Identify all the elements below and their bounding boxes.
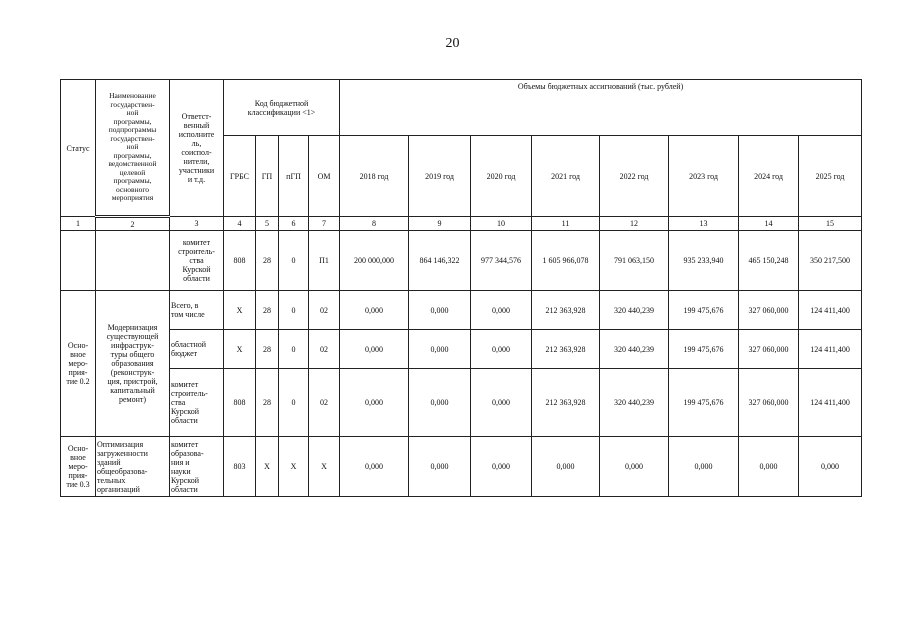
header-year: 2019 год [409,136,471,217]
code-cell: 803 [224,437,256,497]
code-cell: 02 [309,330,340,369]
header-code-om: ОМ [309,136,340,217]
code-cell: Х [224,291,256,330]
empty-cell [61,231,96,291]
header-code-group: Код бюджетной классификации <1> [224,80,340,136]
value-cell: 0,000 [532,437,600,497]
value-cell: 0,000 [340,437,409,497]
value-cell: 320 440,239 [600,291,669,330]
header-code-gp: ГП [256,136,279,217]
code-cell: 808 [224,369,256,437]
status-cell: Осно- вное меро- прия- тие 0.3 [61,437,96,497]
value-cell: 327 060,000 [739,330,799,369]
value-cell: 0,000 [409,437,471,497]
code-cell: 28 [256,291,279,330]
empty-cell [96,231,170,291]
header-year: 2025 год [799,136,862,217]
value-cell: 320 440,239 [600,330,669,369]
value-cell: 212 363,928 [532,330,600,369]
value-cell: 791 063,150 [600,231,669,291]
value-cell: 864 146,322 [409,231,471,291]
value-cell: 0,000 [799,437,862,497]
code-cell: 28 [256,330,279,369]
value-cell: 0,000 [600,437,669,497]
code-cell: 02 [309,291,340,330]
header-year: 2022 год [600,136,669,217]
value-cell: 200 000,000 [340,231,409,291]
code-cell: 0 [279,291,309,330]
measure-name-cell: Модернизация существующей инфраструк- туры общего образования (реконструк- ция, пристрой, капитальный ремонт) [96,291,170,437]
header-year: 2020 год [471,136,532,217]
column-number: 8 [340,217,409,231]
column-numbers-row [61,217,862,231]
responsible-cell: комитет строитель- ства Курской области [170,369,224,437]
value-cell: 0,000 [669,437,739,497]
value-cell: 199 475,676 [669,369,739,437]
column-number: 4 [224,217,256,231]
table-row [61,369,862,437]
value-cell: 327 060,000 [739,369,799,437]
code-cell: 0 [279,369,309,437]
code-cell: 808 [224,231,256,291]
column-number: 7 [309,217,340,231]
column-number: 14 [739,217,799,231]
column-number: 1 [61,217,96,231]
header-year: 2023 год [669,136,739,217]
code-cell: 0 [279,330,309,369]
header-year: 2024 год [739,136,799,217]
responsible-cell: Всего, в том числе [170,291,224,330]
header-name: Наименование государствен- ной программы, подпрограммы государствен- ной программы, ведомственной целевой программы, основного мероприятия [96,80,170,217]
status-cell: Осно- вное меро- прия- тие 0.2 [61,291,96,437]
code-cell: 28 [256,231,279,291]
code-cell: Х [279,437,309,497]
table-row [61,291,862,330]
column-number: 2 [96,217,170,231]
value-cell: 124 411,400 [799,291,862,330]
responsible-cell: комитет образова- ния и науки Курской области [170,437,224,497]
value-cell: 327 060,000 [739,291,799,330]
code-cell: 0 [279,231,309,291]
value-cell: 935 233,940 [669,231,739,291]
value-cell: 977 344,576 [471,231,532,291]
value-cell: 0,000 [409,369,471,437]
header-year: 2018 год [340,136,409,217]
header-responsible: Ответст- венный исполните ль, соиспол- нители, участники и т.д. [170,80,224,217]
value-cell: 0,000 [340,369,409,437]
value-cell: 199 475,676 [669,291,739,330]
header-row-1 [61,80,862,136]
code-cell: 28 [256,369,279,437]
header-code-grbs: ГРБС [224,136,256,217]
header-year: 2021 год [532,136,600,217]
header-volumes-group: Объемы бюджетных ассигнований (тыс. рублей) [340,80,862,136]
value-cell: 199 475,676 [669,330,739,369]
column-number: 10 [471,217,532,231]
value-cell: 212 363,928 [532,291,600,330]
value-cell: 124 411,400 [799,330,862,369]
value-cell: 0,000 [340,291,409,330]
column-number: 12 [600,217,669,231]
page-number: 20 [445,36,460,51]
value-cell: 124 411,400 [799,369,862,437]
table-row [61,437,862,497]
measure-name-cell: Оптимизация загруженности зданий общеобразова- тельных организаций [96,437,170,497]
column-number: 9 [409,217,471,231]
column-number: 3 [170,217,224,231]
value-cell: 0,000 [471,330,532,369]
budget-table [60,79,862,497]
column-number: 6 [279,217,309,231]
column-number: 13 [669,217,739,231]
code-cell: Х [256,437,279,497]
value-cell: 0,000 [471,437,532,497]
value-cell: 320 440,239 [600,369,669,437]
column-number: 5 [256,217,279,231]
table-row [61,330,862,369]
value-cell: 0,000 [471,369,532,437]
value-cell: 465 150,248 [739,231,799,291]
value-cell: 1 605 966,078 [532,231,600,291]
responsible-cell: комитет строитель- ства Курской области [170,231,224,291]
value-cell: 0,000 [739,437,799,497]
column-number: 15 [799,217,862,231]
value-cell: 212 363,928 [532,369,600,437]
code-cell: П1 [309,231,340,291]
value-cell: 0,000 [409,330,471,369]
value-cell: 0,000 [471,291,532,330]
code-cell: Х [224,330,256,369]
value-cell: 0,000 [409,291,471,330]
table-row [61,231,862,291]
value-cell: 350 217,500 [799,231,862,291]
code-cell: Х [309,437,340,497]
header-status: Статус [61,80,96,217]
column-number: 11 [532,217,600,231]
responsible-cell: областной бюджет [170,330,224,369]
code-cell: 02 [309,369,340,437]
value-cell: 0,000 [340,330,409,369]
header-code-pgp: пГП [279,136,309,217]
